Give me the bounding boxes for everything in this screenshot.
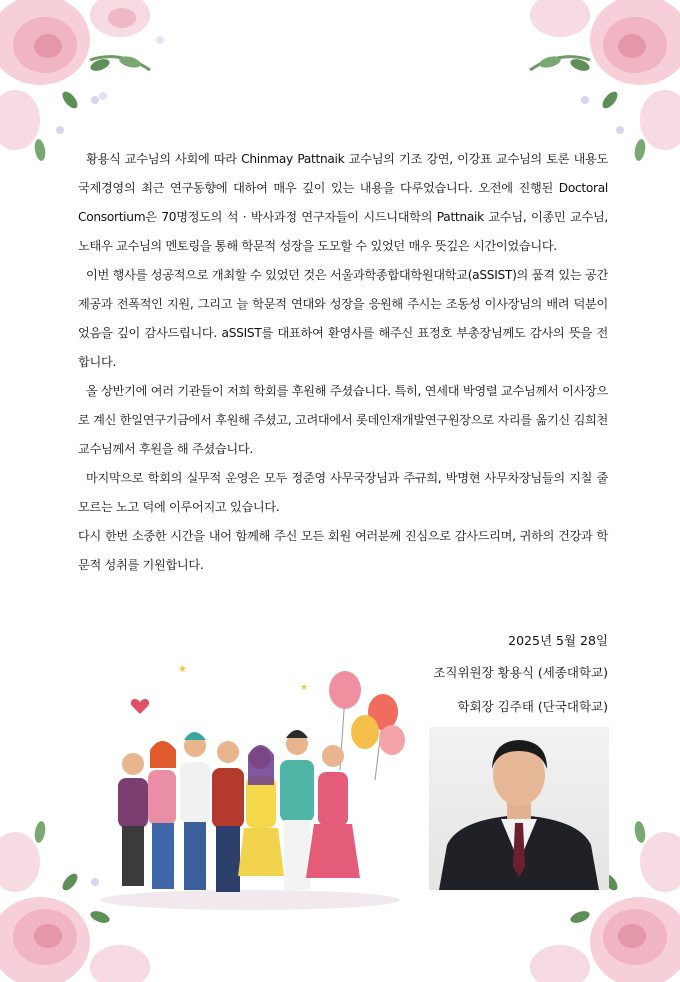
celebration-illustration <box>100 650 410 915</box>
svg-text:★: ★ <box>300 683 309 693</box>
president-portrait-photo <box>429 727 609 890</box>
organizing-chair-signature: 조직위원장 황용식 (세종대학교) <box>433 665 608 680</box>
president-signature: 학회장 김주태 (단국대학교) <box>457 699 608 714</box>
letter-date: 2025년 5월 28일 <box>508 633 608 648</box>
man-in-suit-portrait-icon <box>429 727 609 890</box>
paragraph-5: 다시 한번 소중한 시간을 내어 함께해 주신 모든 회원 여러분께 진심으로 감사드리며, 귀하의 건강과 학문적 성취를 기원합니다. <box>78 529 608 572</box>
paragraph-4: 마지막으로 학회의 실무적 운영은 모두 정준영 사무국장님과 주규희, 박명현 사무차장님들의 지칠 줄 모르는 노고 덕에 이루어지고 있습니다. <box>78 471 608 514</box>
paragraph-1: 황용식 교수님의 사회에 따라 Chinmay Pattnaik 교수님의 기조 강연, 이강표 교수님의 토론 내용도 국제경영의 최근 연구동향에 대하여 매우 깊이 있는 내용을 다루었습니다. 오전에 진행된 Doctoral Consortium은 70명정도의 석 · 박사과정 연구자들이 시드니대학의 Pattnaik 교수님, 이종민 교수님, 노태우 교수님의 멘토링을 통해 학문적 성장을 도모할 수 있었던 매우 뜻깊은 시간이었습니다. <box>78 152 608 253</box>
paragraph-3: 올 상반기에 여러 기관들이 저희 학회를 후원해 주셨습니다. 특히, 연세대 박영렬 교수님께서 이사장으로 계신 한일연구기금에서 후원해 주셨고, 고려대에서 롯데인재개발연구원장으로 자리를 옮기신 김희천 교수님께서 후원을 해 주셨습니다. <box>78 384 608 456</box>
svg-text:★: ★ <box>178 664 187 675</box>
paragraph-2: 이번 행사를 성공적으로 개최할 수 있었던 것은 서울과학종합대학원대학교(aSSIST)의 품격 있는 공간 제공과 전폭적인 지원, 그리고 늘 학문적 연대와 성장을 응원해 주시는 조동성 이사장님의 배려 덕분이었음을 깊이 감사드립니다. aSSIST를 대표하여 환영사를 해주신 표정호 부총장님께도 감사의 뜻을 전합니다. <box>78 268 608 369</box>
letter-body <box>78 145 608 580</box>
